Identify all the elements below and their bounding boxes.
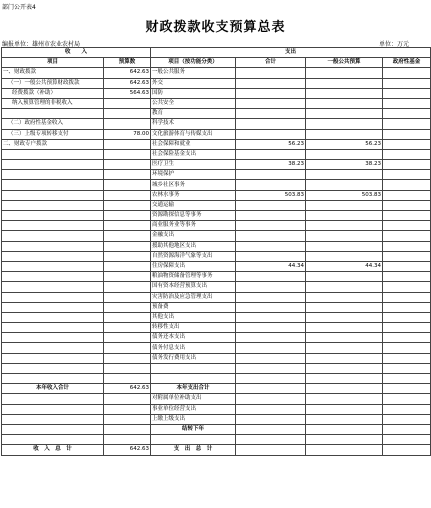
table-row	[2, 109, 431, 119]
expense-item-cell: 援助其他地区支出	[151, 241, 236, 251]
table-row	[2, 190, 431, 200]
general-budget-cell	[306, 414, 383, 424]
income-item-cell	[2, 190, 104, 200]
expense-item-cell: 粮油物资储备管理等事务	[151, 272, 236, 282]
expense-item-cell: 国防	[151, 88, 236, 98]
table-row	[2, 149, 431, 159]
gov-fund-cell	[383, 200, 431, 210]
general-budget-cell: 38.23	[306, 160, 383, 170]
table-row	[2, 363, 431, 373]
expense-item-cell: 商业服务业等事务	[151, 221, 236, 231]
budget-cell	[104, 374, 151, 384]
general-budget-cell	[306, 404, 383, 414]
income-item-cell	[2, 160, 104, 170]
gov-fund-cell	[383, 343, 431, 353]
table-row	[2, 445, 431, 455]
budget-cell	[104, 231, 151, 241]
total-cell	[236, 282, 306, 292]
general-budget-cell	[306, 282, 383, 292]
budget-cell	[104, 394, 151, 404]
budget-cell	[104, 109, 151, 119]
gov-fund-cell	[383, 78, 431, 88]
general-budget-cell	[306, 384, 383, 394]
budget-cell	[104, 170, 151, 180]
page-title: 财政拨款收支预算总表	[145, 20, 286, 35]
expense-item-cell: 债务还本支出	[151, 333, 236, 343]
income-item-cell	[2, 272, 104, 282]
expense-item-cell: 社会保险基金支出	[151, 149, 236, 159]
gov-fund-cell	[383, 333, 431, 343]
gov-fund-cell	[383, 404, 431, 414]
table-row	[2, 241, 431, 251]
budget-cell	[104, 302, 151, 312]
budget-cell	[104, 149, 151, 159]
expense-item-cell: 公共安全	[151, 98, 236, 108]
table-row	[2, 211, 431, 221]
expense-item-cell: 教育	[151, 109, 236, 119]
expense-item-cell: 预备费	[151, 302, 236, 312]
budget-cell	[104, 282, 151, 292]
table-row	[2, 88, 431, 98]
budget-cell	[104, 323, 151, 333]
total-cell	[236, 200, 306, 210]
general-budget-cell	[306, 170, 383, 180]
budget-cell	[104, 435, 151, 445]
total-cell	[236, 292, 306, 302]
expense-item-cell: 上缴上级支出	[151, 414, 236, 424]
total-cell	[236, 374, 306, 384]
budget-cell	[104, 200, 151, 210]
general-budget-cell	[306, 424, 383, 434]
general-budget-cell	[306, 312, 383, 322]
expense-item-cell: 对附属单位补助支出	[151, 394, 236, 404]
expense-item-cell: 医疗卫生	[151, 160, 236, 170]
general-budget-cell: 56.23	[306, 139, 383, 149]
budget-cell	[104, 180, 151, 190]
gov-fund-cell	[383, 211, 431, 221]
total-cell: 56.23	[236, 139, 306, 149]
table-row	[2, 302, 431, 312]
budget-table	[1, 47, 431, 456]
budget-cell: 642.63	[104, 445, 151, 455]
total-cell	[236, 129, 306, 139]
table-row	[2, 68, 431, 78]
table-row	[2, 98, 431, 108]
expense-item-cell: 本年支出合计	[151, 384, 236, 394]
income-item-cell	[2, 180, 104, 190]
gov-fund-cell	[383, 323, 431, 333]
income-item-cell	[2, 343, 104, 353]
expense-item-cell: 资源勘探信息等事务	[151, 211, 236, 221]
income-item-cell	[2, 211, 104, 221]
expense-item-cell: 转移性支出	[151, 323, 236, 333]
income-item-cell	[2, 282, 104, 292]
income-item-cell: 本年收入合计	[2, 384, 104, 394]
budget-cell	[104, 272, 151, 282]
total-cell	[236, 221, 306, 231]
table-row	[2, 333, 431, 343]
expense-item-cell: 一般公共服务	[151, 68, 236, 78]
general-budget-cell	[306, 119, 383, 129]
budget-cell	[104, 424, 151, 434]
expense-item-cell: 城乡社区事务	[151, 180, 236, 190]
income-item-cell: 经费拨款（补助）	[2, 88, 104, 98]
income-item-cell: 二、财政专户拨款	[2, 139, 104, 149]
budget-cell: 564.63	[104, 88, 151, 98]
table-row	[2, 414, 431, 424]
budget-cell	[104, 211, 151, 221]
general-budget-cell	[306, 323, 383, 333]
income-group-header: 收 入	[2, 48, 151, 58]
general-budget-cell	[306, 394, 383, 404]
col-item: 项目	[2, 58, 104, 68]
total-cell	[236, 363, 306, 373]
table-row	[2, 292, 431, 302]
expense-item-cell: 环境保护	[151, 170, 236, 180]
total-cell	[236, 119, 306, 129]
total-cell	[236, 149, 306, 159]
total-cell	[236, 323, 306, 333]
budget-cell	[104, 312, 151, 322]
total-cell	[236, 394, 306, 404]
expense-item-cell: 金融支出	[151, 231, 236, 241]
table-row	[2, 323, 431, 333]
budget-cell	[104, 404, 151, 414]
gov-fund-cell	[383, 129, 431, 139]
total-cell	[236, 435, 306, 445]
total-cell	[236, 180, 306, 190]
general-budget-cell	[306, 333, 383, 343]
gov-fund-cell	[383, 312, 431, 322]
col-gov-fund: 政府性基金	[383, 58, 431, 68]
gov-fund-cell	[383, 292, 431, 302]
general-budget-cell	[306, 180, 383, 190]
expense-item-cell	[151, 435, 236, 445]
table-row	[2, 231, 431, 241]
gov-fund-cell	[383, 241, 431, 251]
income-item-cell	[2, 414, 104, 424]
gov-fund-cell	[383, 363, 431, 373]
budget-cell: 642.63	[104, 78, 151, 88]
gov-fund-cell	[383, 261, 431, 271]
budget-cell	[104, 160, 151, 170]
table-row	[2, 394, 431, 404]
budget-cell	[104, 343, 151, 353]
gov-fund-cell	[383, 180, 431, 190]
income-item-cell	[2, 363, 104, 373]
table-row	[2, 170, 431, 180]
gov-fund-cell	[383, 445, 431, 455]
expense-item-cell: 其他支出	[151, 312, 236, 322]
expense-item-cell: 自然资源海洋气象等支出	[151, 251, 236, 261]
col-budget: 预算数	[104, 58, 151, 68]
gov-fund-cell	[383, 231, 431, 241]
income-item-cell	[2, 149, 104, 159]
table-row	[2, 139, 431, 149]
total-cell	[236, 384, 306, 394]
table-row	[2, 384, 431, 394]
table-row	[2, 435, 431, 445]
general-budget-cell	[306, 109, 383, 119]
budget-cell: 642.63	[104, 68, 151, 78]
total-cell	[236, 333, 306, 343]
gov-fund-cell	[383, 160, 431, 170]
budget-cell	[104, 292, 151, 302]
income-item-cell	[2, 292, 104, 302]
budget-cell	[104, 251, 151, 261]
expense-item-cell: 农林水事务	[151, 190, 236, 200]
reporting-unit: 编报单位：雄州市农业农村局	[2, 41, 81, 48]
general-budget-cell	[306, 302, 383, 312]
general-budget-cell	[306, 231, 383, 241]
budget-cell	[104, 190, 151, 200]
gov-fund-cell	[383, 272, 431, 282]
table-row	[2, 424, 431, 434]
budget-cell	[104, 98, 151, 108]
income-item-cell	[2, 404, 104, 414]
total-cell	[236, 404, 306, 414]
budget-cell	[104, 414, 151, 424]
budget-cell	[104, 221, 151, 231]
income-item-cell	[2, 424, 104, 434]
income-item-cell	[2, 170, 104, 180]
expense-item-cell: 文化旅游体育与传媒支出	[151, 129, 236, 139]
expense-item-cell: 住房保障支出	[151, 261, 236, 271]
income-item-cell	[2, 109, 104, 119]
expense-item-cell: 国有资本经营预算支出	[151, 282, 236, 292]
general-budget-cell	[306, 435, 383, 445]
income-item-cell: 一、财政拨款	[2, 68, 104, 78]
expense-item-cell	[151, 374, 236, 384]
income-item-cell	[2, 251, 104, 261]
total-cell	[236, 109, 306, 119]
gov-fund-cell	[383, 98, 431, 108]
table-row	[2, 200, 431, 210]
gov-fund-cell	[383, 251, 431, 261]
expense-item-cell: 债务付息支出	[151, 343, 236, 353]
income-item-cell	[2, 374, 104, 384]
gov-fund-cell	[383, 414, 431, 424]
total-cell	[236, 211, 306, 221]
gov-fund-cell	[383, 190, 431, 200]
income-item-cell: （一）一般公共预算财政拨款	[2, 78, 104, 88]
total-cell: 44.34	[236, 261, 306, 271]
budget-cell: 78.00	[104, 129, 151, 139]
table-row	[2, 180, 431, 190]
budget-cell	[104, 333, 151, 343]
gov-fund-cell	[383, 109, 431, 119]
income-item-cell	[2, 200, 104, 210]
table-row	[2, 312, 431, 322]
gov-fund-cell	[383, 139, 431, 149]
total-cell	[236, 424, 306, 434]
gov-fund-cell	[383, 424, 431, 434]
general-budget-cell	[306, 88, 383, 98]
table-row	[2, 272, 431, 282]
table-row	[2, 129, 431, 139]
gov-fund-cell	[383, 68, 431, 78]
total-cell	[236, 312, 306, 322]
gov-fund-cell	[383, 374, 431, 384]
total-cell	[236, 343, 306, 353]
total-cell	[236, 170, 306, 180]
gov-fund-cell	[383, 221, 431, 231]
income-item-cell	[2, 221, 104, 231]
table-row	[2, 221, 431, 231]
gov-fund-cell	[383, 149, 431, 159]
table-row	[2, 374, 431, 384]
general-budget-cell	[306, 272, 383, 282]
total-cell	[236, 78, 306, 88]
budget-cell	[104, 363, 151, 373]
general-budget-cell	[306, 200, 383, 210]
expense-item-cell: 事业单位经营支出	[151, 404, 236, 414]
general-budget-cell	[306, 353, 383, 363]
total-cell	[236, 272, 306, 282]
income-item-cell	[2, 394, 104, 404]
expense-item-cell: 社会保障和就业	[151, 139, 236, 149]
income-item-cell	[2, 231, 104, 241]
budget-cell	[104, 261, 151, 271]
total-cell	[236, 302, 306, 312]
budget-cell	[104, 353, 151, 363]
expense-item-cell	[151, 363, 236, 373]
table-row	[2, 353, 431, 363]
income-item-cell: （三）上级专项转移支付	[2, 129, 104, 139]
income-item-cell	[2, 353, 104, 363]
table-row	[2, 251, 431, 261]
table-row	[2, 78, 431, 88]
expense-item-cell: 灾害防治及应急管理支出	[151, 292, 236, 302]
gov-fund-cell	[383, 282, 431, 292]
income-item-cell	[2, 302, 104, 312]
general-budget-cell	[306, 363, 383, 373]
budget-cell: 642.63	[104, 384, 151, 394]
currency-unit: 单位：万元	[378, 41, 409, 48]
total-cell	[236, 98, 306, 108]
col-general-budget: 一般公共预算	[306, 58, 383, 68]
budget-cell	[104, 119, 151, 129]
total-cell	[236, 68, 306, 78]
total-cell	[236, 414, 306, 424]
gov-fund-cell	[383, 384, 431, 394]
group-header-row	[2, 48, 431, 58]
total-cell: 38.23	[236, 160, 306, 170]
general-budget-cell	[306, 221, 383, 231]
table-row	[2, 282, 431, 292]
budget-cell	[104, 139, 151, 149]
income-item-cell	[2, 323, 104, 333]
general-budget-cell	[306, 292, 383, 302]
gov-fund-cell	[383, 435, 431, 445]
general-budget-cell	[306, 343, 383, 353]
table-row	[2, 160, 431, 170]
general-budget-cell	[306, 374, 383, 384]
income-item-cell	[2, 333, 104, 343]
expense-item-cell: 外交	[151, 78, 236, 88]
total-cell: 503.83	[236, 190, 306, 200]
expense-group-header: 支出	[151, 48, 431, 58]
income-item-cell	[2, 241, 104, 251]
gov-fund-cell	[383, 302, 431, 312]
total-cell	[236, 88, 306, 98]
income-item-cell	[2, 312, 104, 322]
expense-item-cell: 交通运输	[151, 200, 236, 210]
total-cell	[236, 445, 306, 455]
total-cell	[236, 241, 306, 251]
table-row	[2, 261, 431, 271]
general-budget-cell: 503.83	[306, 190, 383, 200]
general-budget-cell	[306, 149, 383, 159]
expense-item-cell: 支 出 总 计	[151, 445, 236, 455]
expense-item-cell: 债务发行费用支出	[151, 353, 236, 363]
general-budget-cell	[306, 251, 383, 261]
expense-item-cell: 科学技术	[151, 119, 236, 129]
budget-cell	[104, 241, 151, 251]
expense-item-cell: 结转下年	[151, 424, 236, 434]
income-item-cell	[2, 435, 104, 445]
gov-fund-cell	[383, 119, 431, 129]
table-row	[2, 343, 431, 353]
total-cell	[236, 231, 306, 241]
gov-fund-cell	[383, 353, 431, 363]
col-expense-item: 项目（按功能分类）	[151, 58, 236, 68]
general-budget-cell	[306, 78, 383, 88]
gov-fund-cell	[383, 394, 431, 404]
income-item-cell	[2, 261, 104, 271]
table-number-label: 部门公开表4	[2, 4, 36, 11]
income-item-cell: （二）政府性基金收入	[2, 119, 104, 129]
general-budget-cell	[306, 211, 383, 221]
total-cell	[236, 353, 306, 363]
general-budget-cell	[306, 129, 383, 139]
general-budget-cell	[306, 445, 383, 455]
general-budget-cell	[306, 98, 383, 108]
gov-fund-cell	[383, 170, 431, 180]
general-budget-cell	[306, 241, 383, 251]
gov-fund-cell	[383, 88, 431, 98]
table-row	[2, 404, 431, 414]
column-header-row	[2, 58, 431, 68]
income-item-cell: 纳入预算管理的非税收入	[2, 98, 104, 108]
general-budget-cell	[306, 68, 383, 78]
general-budget-cell: 44.34	[306, 261, 383, 271]
table-row	[2, 119, 431, 129]
total-cell	[236, 251, 306, 261]
income-item-cell: 收 入 总 计	[2, 445, 104, 455]
col-total: 合计	[236, 58, 306, 68]
